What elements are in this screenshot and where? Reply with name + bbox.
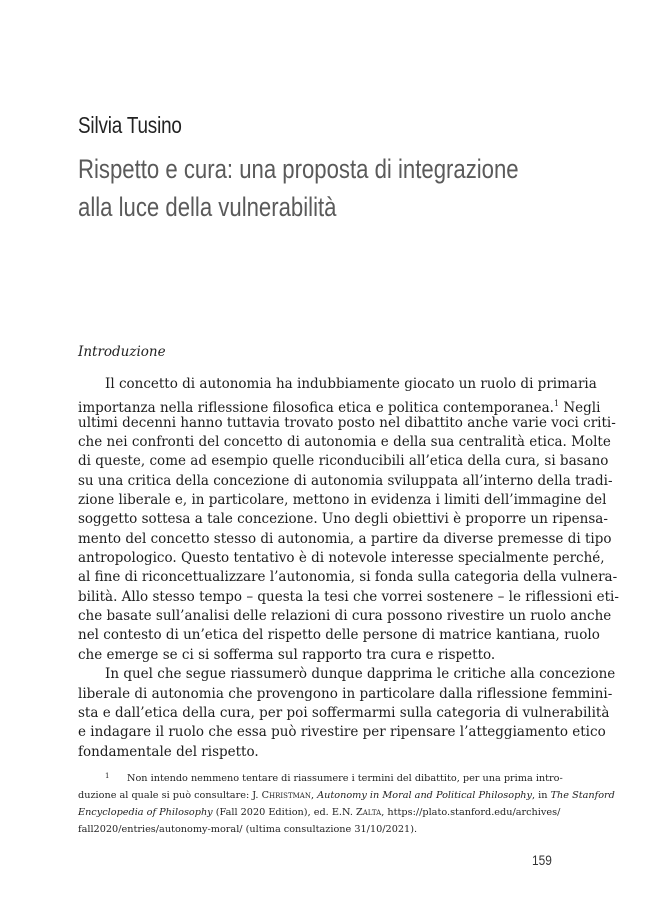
footnote-line: fall2020/entries/autonomy-moral/ (ultima consultazione 31/10/2021).: [78, 824, 418, 835]
body-line: di queste, come ad esempio quelle riconducibili all’etica della cura, si basano: [78, 453, 609, 470]
section-heading: Introduzione: [78, 344, 166, 360]
footnote-text: Non intendo nemmeno tentare di riassumere i termini del dibattito, per una prima intro-: [127, 773, 563, 784]
footnote-text: (Fall 2020 Edition), ed. E.N.: [212, 807, 356, 818]
body-text: [78, 375, 619, 762]
body-line: [78, 394, 601, 417]
cited-author: Christman: [261, 790, 311, 801]
cited-journal: The Stanford: [550, 790, 615, 801]
author-name: Silvia Tusino: [78, 112, 182, 138]
body-line: nel contesto di un’etica del rispetto delle persone di matrice kantiana, ruolo: [78, 627, 600, 644]
article-title: [78, 150, 537, 226]
body-line: ultimi decenni hanno tuttavia trovato posto nel dibattito anche varie voci criti-: [78, 414, 616, 431]
title-line-2: alla luce della vulnerabilità: [78, 192, 337, 222]
body-line: su una critica della concezione di autonomia sviluppata all’interno della tradi-: [78, 472, 613, 489]
page-number: 159: [532, 852, 552, 868]
footnote-text: ,: [310, 790, 318, 801]
body-line-text: importanza nella riflessione filosofica etica e politica contemporanea.: [78, 400, 554, 417]
body-line: che emerge se ci si sofferma sul rapporto tra cura e rispetto.: [78, 646, 496, 663]
footnote-reference[interactable]: 1: [553, 399, 560, 409]
footnote-line: [78, 804, 561, 821]
body-line: che nei confronti del concetto di autonomia e della sua centralità etica. Molte: [78, 434, 611, 451]
cited-title: Autonomy in Moral and Political Philosophy: [317, 790, 532, 801]
body-line: e indagare il ruolo che essa può rivestire per ripensare l’atteggiamento etico: [78, 724, 606, 741]
body-line: soggetto sottesa a tale concezione. Uno degli obiettivi è proporre un ripensa-: [78, 511, 608, 528]
body-line: In quel che segue riassumerò dunque dapprima le critiche alla concezione: [105, 666, 616, 683]
cited-url[interactable]: , https://plato.stanford.edu/archives/: [381, 807, 561, 818]
body-line: al fine di riconcettualizzare l’autonomia, si fonda sulla categoria della vulnera-: [78, 569, 618, 586]
body-line: sta e dall’etica della cura, per poi soffermarmi sulla categoria di vulnerabilità: [78, 704, 610, 721]
body-line: che basate sull’analisi delle relazioni di cura possono rivestire un ruolo anche: [78, 608, 612, 625]
body-line: Il concetto di autonomia ha indubbiamente giocato un ruolo di primaria: [105, 376, 597, 392]
body-line: liberale di autonomia che provengono in particolare dalla riflessione femmini-: [78, 685, 613, 702]
footnote: [78, 768, 615, 838]
body-line-text: Negli: [563, 400, 601, 417]
body-line: fondamentale del rispetto.: [78, 743, 259, 760]
footnote-line: [78, 787, 615, 804]
cited-journal: Encyclopedia of Philosophy: [78, 807, 213, 818]
footnote-line: [78, 768, 563, 787]
cited-editor: Zalta: [356, 807, 382, 818]
footnote-text: duzione al quale si può consultare: J.: [78, 790, 262, 801]
body-line: mento del concetto stesso di autonomia, a partire da diverse premesse di tipo: [78, 530, 612, 547]
title-line-1: Rispetto e cura: una proposta di integrazione: [78, 154, 519, 184]
body-line: antropologico. Questo tentativo è di notevole interesse specialmente perché,: [78, 550, 605, 567]
footnote-number: 1: [105, 772, 110, 780]
body-line: zione liberale e, in particolare, mettono in evidenza i limiti dell’immagine del: [78, 492, 607, 509]
body-line: bilità. Allo stesso tempo – questa la tesi che vorrei sostenere – le riflessioni eti-: [78, 588, 619, 605]
footnote-text: , in: [532, 790, 551, 801]
